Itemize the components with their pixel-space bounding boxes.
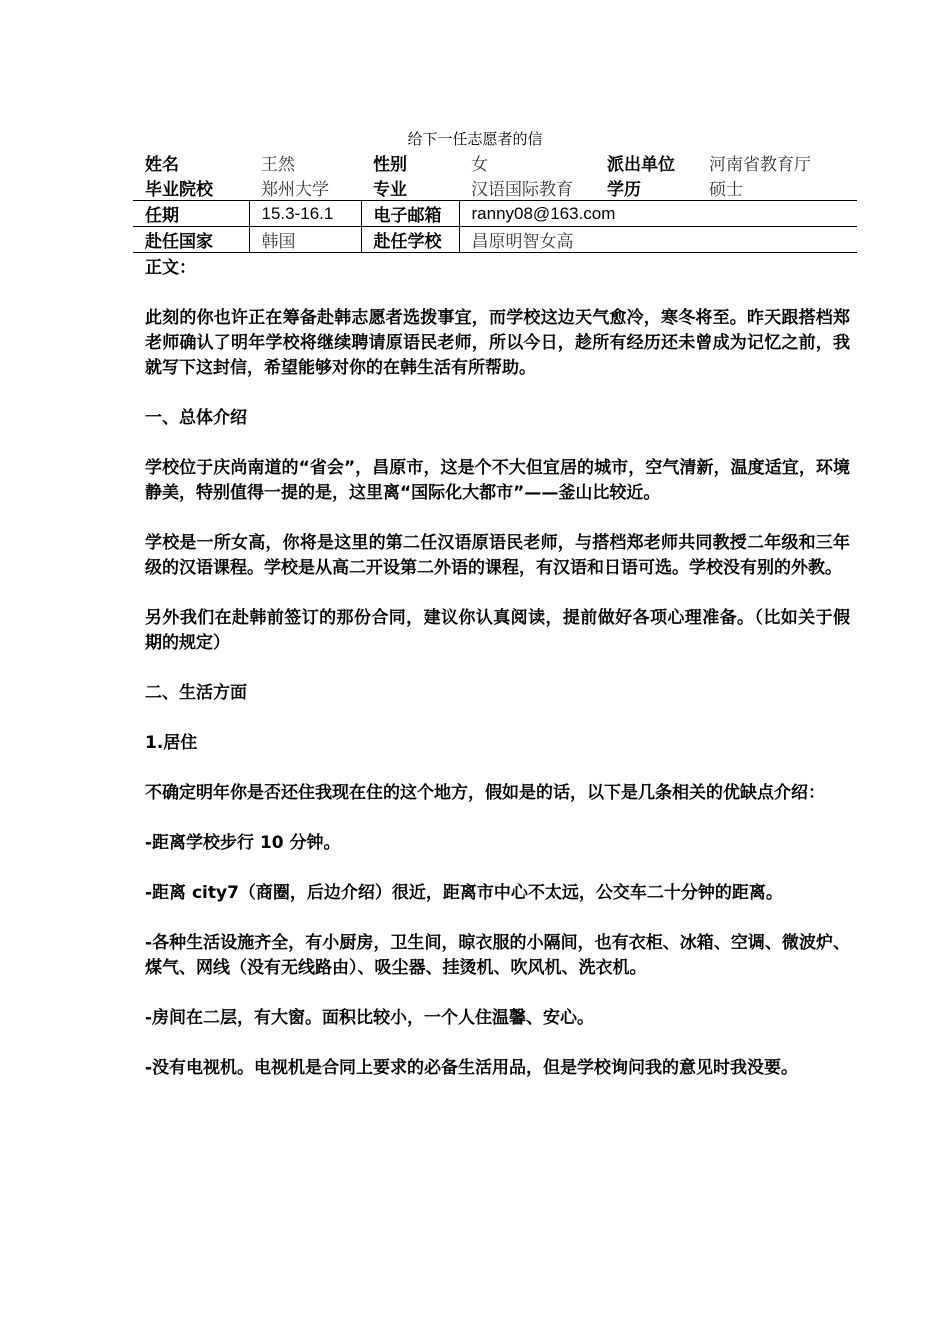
label-email: 电子邮箱 (361, 201, 459, 227)
label-gender: 性别 (373, 155, 407, 175)
value-host-school: 昌原明智女高 (459, 227, 857, 253)
info-row-posting (133, 227, 857, 253)
value-major: 汉语国际教育 (471, 180, 573, 200)
label-name: 姓名 (145, 155, 179, 175)
subheading-housing: 1.居住 (145, 733, 198, 753)
value-university: 郑州大学 (261, 180, 329, 200)
paragraph-intro: 此刻的你也许正在筹备赴韩志愿者选拨事宜，而学校这边天气愈冷，寒冬将至。昨天跟搭档郑老师确认了明年学校将继续聘请原语民老师，所以今日，趁所有经历还未曾成为记忆之前，我就写下这封信，希望能够对你的在韩生活有所帮助。 (145, 308, 850, 378)
section-heading-life: 二、生活方面 (145, 683, 247, 703)
value-country: 韩国 (249, 227, 361, 253)
value-term: 15.3-16.1 (249, 201, 361, 227)
volunteer-info-table (133, 150, 857, 253)
letter-title: 给下一任志愿者的信 (407, 130, 543, 148)
letter-body (145, 256, 850, 1106)
bullet-walk-distance: -距离学校步行 10 分钟。 (145, 833, 341, 853)
label-university: 毕业院校 (145, 180, 213, 200)
value-degree: 硕士 (709, 180, 743, 200)
label-major: 专业 (373, 180, 407, 200)
body-label: 正文： (145, 258, 196, 278)
paragraph-contract: 另外我们在赴韩前签订的那份合同，建议你认真阅读，提前做好各项心理准备。（比如关于假期的规定） (145, 608, 850, 653)
paragraph-school: 学校是一所女高，你将是这里的第二任汉语原语民老师，与搭档郑老师共同教授二年级和三年级的汉语课程。学校是从高二开设第二外语的课程，有汉语和日语可选。学校没有别的外教。 (145, 533, 850, 578)
value-name: 王然 (261, 155, 295, 175)
label-term: 任期 (133, 201, 249, 227)
label-sending-unit: 派出单位 (607, 155, 675, 175)
info-row-term (133, 201, 857, 227)
bullet-room: -房间在二层，有大窗。面积比较小，一个人住温馨、安心。 (145, 1008, 595, 1028)
label-degree: 学历 (607, 180, 641, 200)
label-country: 赴任国家 (133, 227, 249, 253)
info-row-name (133, 150, 857, 175)
value-gender: 女 (471, 155, 488, 175)
value-sending-unit: 河南省教育厅 (709, 155, 811, 175)
value-email: ranny08@163.com (459, 201, 857, 227)
info-row-school (133, 175, 857, 201)
bullet-facilities: -各种生活设施齐全，有小厨房，卫生间，晾衣服的小隔间，也有衣柜、冰箱、空调、微波炉、煤气、网线（没有无线路由）、吸尘器、挂烫机、吹风机、洗衣机。 (145, 933, 850, 978)
label-host-school: 赴任学校 (361, 227, 459, 253)
paragraph-housing-intro: 不确定明年你是否还住我现在住的这个地方，假如是的话，以下是几条相关的优缺点介绍： (145, 783, 825, 803)
section-heading-overview: 一、总体介绍 (145, 408, 247, 428)
paragraph-location: 学校位于庆尚南道的“省会”，昌原市，这是个不大但宜居的城市，空气清新，温度适宜，环境静美，特别值得一提的是，这里离“国际化大都市”——釜山比较近。 (145, 458, 850, 503)
bullet-tv: -没有电视机。电视机是合同上要求的必备生活用品，但是学校询问我的意见时我没要。 (145, 1058, 799, 1078)
bullet-city7: -距离 city7（商圈，后边介绍）很近，距离市中心不太远，公交车二十分钟的距离。 (145, 883, 783, 903)
